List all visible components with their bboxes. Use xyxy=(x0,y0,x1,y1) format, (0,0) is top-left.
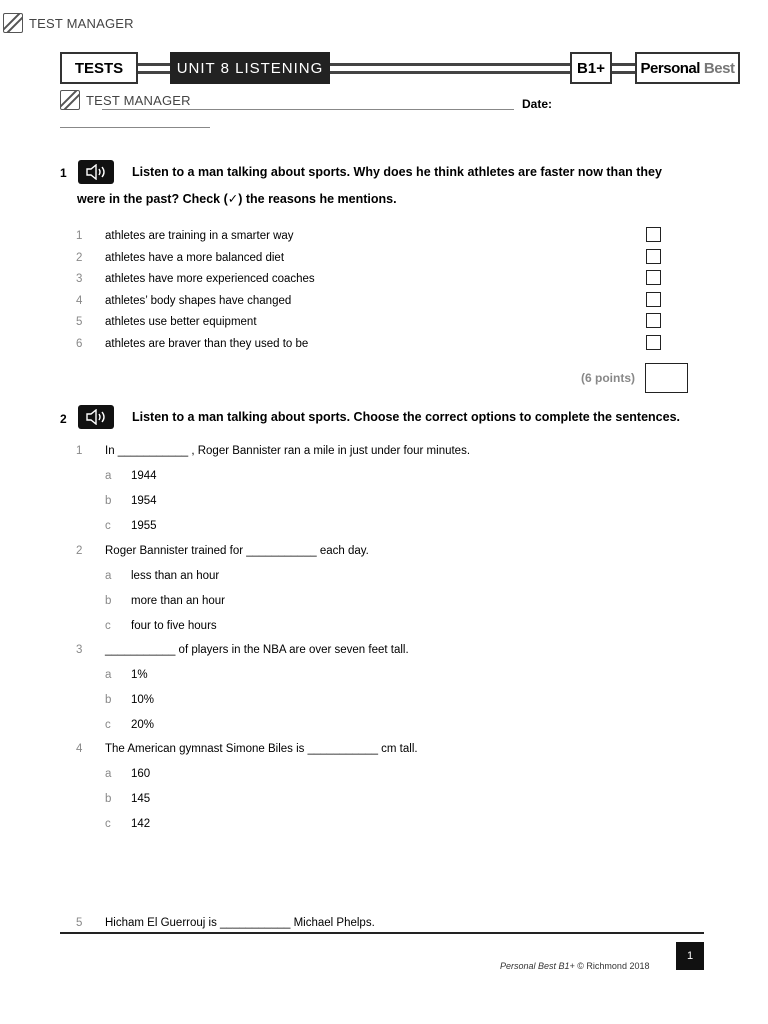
q1-item xyxy=(76,273,315,285)
option-letter: a xyxy=(105,470,112,482)
q2-option[interactable] xyxy=(105,495,157,507)
q2-item xyxy=(76,545,369,557)
option-text: 1955 xyxy=(131,520,157,532)
brand-main: Personal xyxy=(640,59,700,77)
option-letter: b xyxy=(105,793,112,805)
item-sentence: Hicham El Guerrouj is ___________ Michael Phelps. xyxy=(105,917,375,929)
brand-logo xyxy=(635,52,740,84)
option-text: four to five hours xyxy=(131,620,217,632)
q2-option[interactable] xyxy=(105,570,219,582)
q1-instruction-line2: were in the past? Check (✓) the reasons he mentions. xyxy=(77,192,397,206)
footer-publisher: © Richmond 2018 xyxy=(574,961,650,971)
option-letter: a xyxy=(105,768,112,780)
item-sentence: The American gymnast Simone Biles is ___________ cm tall. xyxy=(105,743,418,755)
option-letter: b xyxy=(105,595,112,607)
name-line[interactable] xyxy=(102,109,514,110)
q2-option[interactable] xyxy=(105,520,157,532)
item-number: 1 xyxy=(76,230,83,242)
item-text: athletes have a more balanced diet xyxy=(105,251,285,264)
brand-accent: Best xyxy=(703,59,735,77)
q1-checkbox[interactable] xyxy=(646,313,661,328)
item-number: 3 xyxy=(76,273,83,285)
option-letter: c xyxy=(105,520,111,532)
sub-logo xyxy=(60,90,191,110)
q2-number: 2 xyxy=(60,412,67,426)
option-letter: c xyxy=(105,620,111,632)
q2-option[interactable] xyxy=(105,595,225,607)
item-number: 6 xyxy=(76,337,83,350)
item-text: athletes are training in a smarter way xyxy=(105,230,294,242)
item-text: athletes are braver than they used to be xyxy=(105,337,309,350)
item-number: 4 xyxy=(76,294,83,307)
item-text: athletes have more experienced coaches xyxy=(105,273,315,285)
option-text: 1944 xyxy=(131,470,157,482)
q2-option[interactable] xyxy=(105,694,154,706)
q2-option[interactable] xyxy=(105,768,150,780)
q1-points: (6 points) xyxy=(581,371,635,385)
option-letter: a xyxy=(105,669,112,681)
item-number: 2 xyxy=(76,251,83,264)
q2-item xyxy=(76,644,409,656)
q1-checkbox[interactable] xyxy=(646,249,661,264)
option-text: less than an hour xyxy=(131,570,220,582)
q2-item xyxy=(76,743,418,755)
item-text: athletes’ body shapes have changed xyxy=(105,294,292,307)
option-text: 145 xyxy=(131,793,151,805)
q1-item xyxy=(76,295,291,307)
top-logo xyxy=(3,13,134,33)
option-letter: b xyxy=(105,495,112,507)
q1-number: 1 xyxy=(60,166,67,180)
date-label: Date: xyxy=(522,97,553,111)
q1-instruction-line1: Listen to a man talking about sports. Why does he think athletes are faster now than they xyxy=(132,165,662,179)
q1-checkbox[interactable] xyxy=(646,227,661,242)
q1-item xyxy=(76,230,294,242)
option-text: 20% xyxy=(131,719,155,731)
unit-title: UNIT 8 LISTENING xyxy=(170,52,330,84)
header-bar xyxy=(60,52,740,86)
page-number: 1 xyxy=(676,942,704,970)
q2-instruction: Listen to a man talking about sports. Choose the correct options to complete the sentences. xyxy=(132,410,681,424)
audio-speaker-icon[interactable] xyxy=(78,405,114,429)
option-text: 1% xyxy=(131,669,148,681)
item-number: 4 xyxy=(76,743,83,755)
option-letter: c xyxy=(105,719,111,731)
q2-option[interactable] xyxy=(105,793,150,805)
q1-checkbox[interactable] xyxy=(646,335,661,350)
q1-checkbox[interactable] xyxy=(646,292,661,307)
item-number: 1 xyxy=(76,445,83,457)
footer-rule xyxy=(60,932,704,934)
sub-logo-text: TEST MANAGER xyxy=(86,92,191,108)
q2-option[interactable] xyxy=(105,669,148,681)
footer-copyright xyxy=(500,961,649,971)
tests-label: TESTS xyxy=(60,52,138,84)
q2-option[interactable] xyxy=(105,818,150,830)
test-manager-logo-icon xyxy=(3,13,23,33)
test-manager-logo-icon xyxy=(60,90,80,110)
item-sentence: ___________ of players in the NBA are over seven feet tall. xyxy=(105,644,409,656)
item-number: 2 xyxy=(76,545,83,557)
q2-item xyxy=(76,917,375,929)
class-line[interactable] xyxy=(60,127,210,128)
level-badge: B1+ xyxy=(570,52,612,84)
top-logo-text: TEST MANAGER xyxy=(29,15,134,31)
item-sentence: In ___________ , Roger Bannister ran a mile in just under four minutes. xyxy=(105,445,471,457)
option-text: 142 xyxy=(131,818,151,830)
option-letter: a xyxy=(105,570,112,582)
q1-item xyxy=(76,316,257,328)
option-text: 1954 xyxy=(131,495,157,507)
option-text: more than an hour xyxy=(131,595,225,607)
q1-item xyxy=(76,252,284,264)
q1-score-box[interactable] xyxy=(645,363,688,393)
q2-option[interactable] xyxy=(105,470,157,482)
option-letter: c xyxy=(105,818,111,830)
q2-option[interactable] xyxy=(105,719,154,731)
option-letter: b xyxy=(105,694,112,706)
item-sentence: Roger Bannister trained for ___________ each day. xyxy=(105,545,369,557)
item-number: 5 xyxy=(76,316,83,328)
q1-checkbox[interactable] xyxy=(646,270,661,285)
footer-book: Personal Best B1+ xyxy=(500,961,575,971)
q1-item xyxy=(76,338,308,350)
audio-speaker-icon[interactable] xyxy=(78,160,114,184)
q2-option[interactable] xyxy=(105,620,217,632)
option-text: 160 xyxy=(131,768,151,780)
option-text: 10% xyxy=(131,694,155,706)
item-number: 5 xyxy=(76,917,83,929)
item-number: 3 xyxy=(76,644,83,656)
item-text: athletes use better equipment xyxy=(105,316,257,328)
q2-item xyxy=(76,445,470,457)
